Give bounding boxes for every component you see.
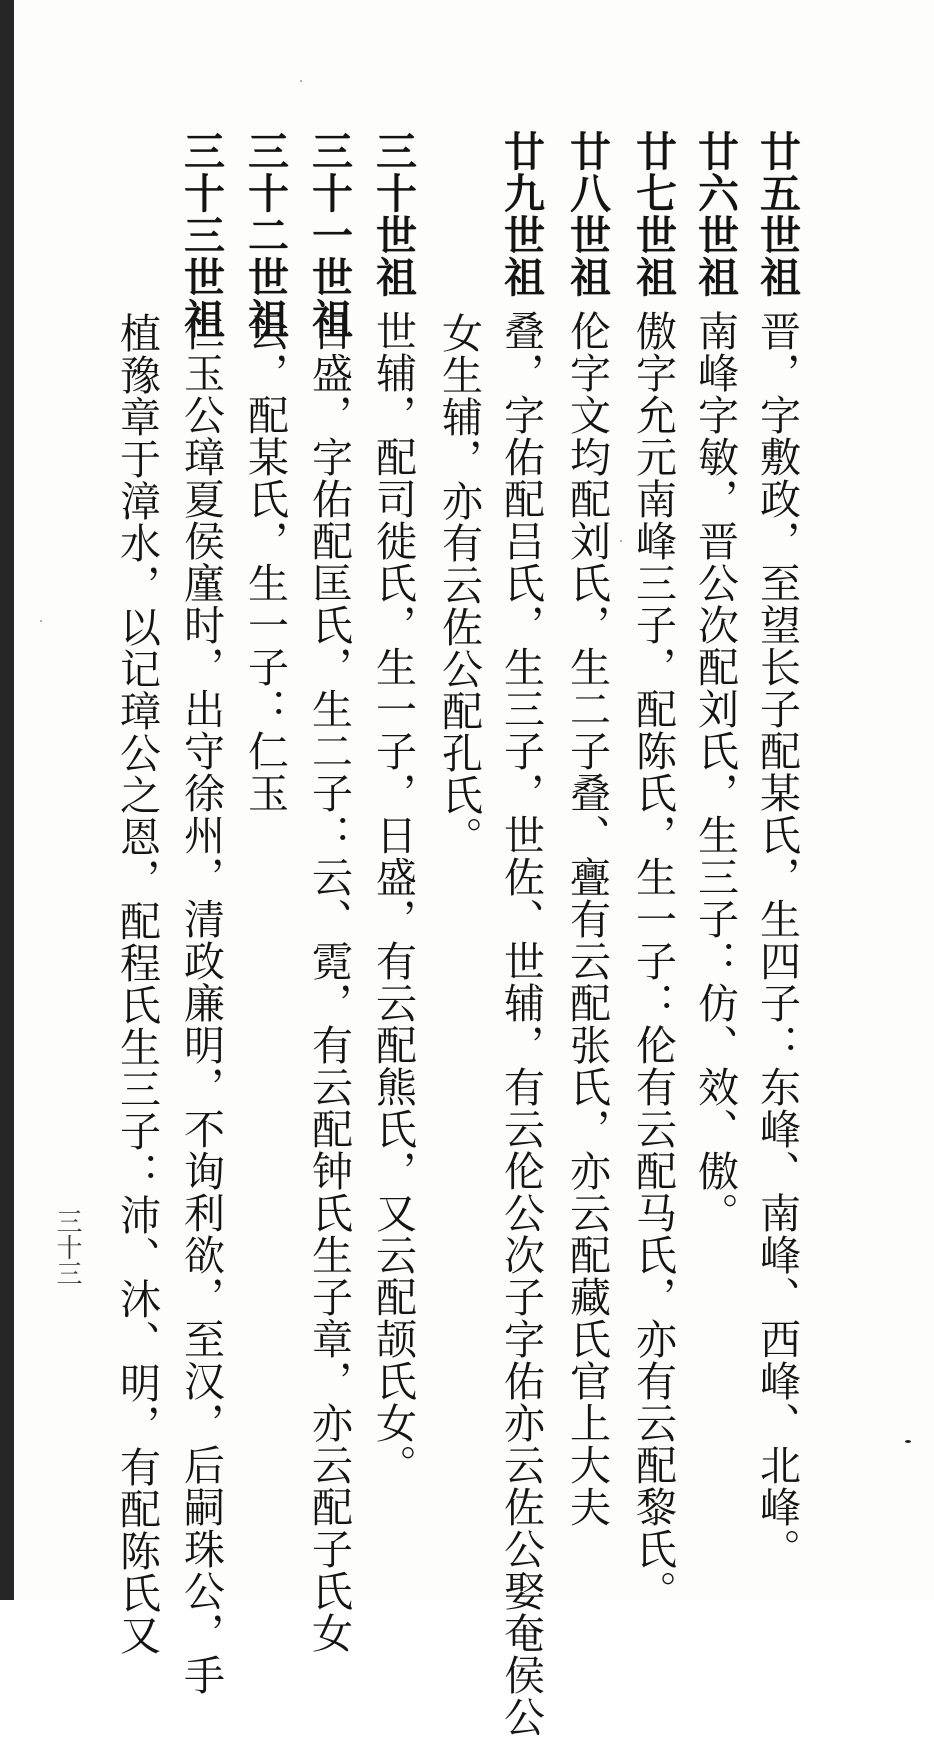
binding-edge — [0, 0, 14, 1600]
column-gen-30 — [368, 130, 418, 1486]
column-gen-33 — [176, 130, 226, 1696]
ink-mark — [905, 1440, 911, 1443]
generation-label: 廿九世祖 — [497, 130, 545, 298]
column-text: 傲字允元南峰三子，配陈氏，生一子：伦有云配马氏，亦有云配黎氏。 — [629, 310, 677, 1612]
column-gen-32 — [240, 130, 290, 814]
column-text: 云，配某氏，生一子：仁玉 — [241, 310, 289, 814]
column-continuation-33 — [112, 312, 162, 1656]
paper-speck — [40, 620, 42, 622]
column-text: 仁玉公璋夏侯廑时，出守徐州，清政廉明，不询利欲，至汉，后嗣珠公，手 — [177, 310, 225, 1696]
column-text: 晋，字敷政，至望长子配某氏，生四子：东峰、南峰、西峰、北峰。 — [753, 310, 801, 1570]
column-gen-31 — [304, 130, 354, 1654]
column-gen-26 — [690, 130, 740, 1234]
column-gen-25 — [752, 130, 802, 1570]
paper-speck — [300, 80, 302, 82]
column-text: 南峰字敏，晋公次配刘氏，生三子：仿、效、傲。 — [691, 310, 739, 1234]
column-text: 植豫章于漳水，以记璋公之恩，配程氏生三子：沛、沐、明，有配陈氏又 — [113, 312, 161, 1656]
column-text: 日盛，字佑配匡氏，生二子：云、霓，有云配钟氏生子章，亦云配子氏女 — [305, 310, 353, 1654]
generation-label: 三十一世祖 — [305, 130, 353, 340]
generation-label: 廿八世祖 — [563, 130, 611, 298]
page-number: 三十三 — [52, 1208, 82, 1286]
column-gen-27 — [628, 130, 678, 1612]
column-text: 伦字文均配刘氏，生二子叠、亹有云配张氏，亦云配藏氏官上大夫 — [563, 310, 611, 1528]
paper-speck — [620, 540, 622, 542]
column-text: 女生辅，亦有云佐公配孔氏。 — [435, 312, 483, 858]
column-continuation-29 — [434, 312, 484, 858]
column-gen-28 — [562, 130, 612, 1528]
column-text: 叠，字佑配吕氏，生三子，世佐、世辅，有云伦公次子字佑亦云佐公娶奄侯公 — [497, 310, 545, 1738]
generation-label: 廿七世祖 — [629, 130, 677, 298]
column-text: 世辅，配司徙氏，生一子，日盛，有云配熊氏，又云配颉氏女。 — [369, 310, 417, 1486]
generation-label: 三十世祖 — [369, 130, 417, 298]
generation-label: 廿五世祖 — [753, 130, 801, 298]
generation-label: 三十三世祖 — [177, 130, 225, 340]
generation-label: 三十二世祖 — [241, 130, 289, 340]
column-gen-29 — [496, 130, 546, 1738]
generation-label: 廿六世祖 — [691, 130, 739, 298]
